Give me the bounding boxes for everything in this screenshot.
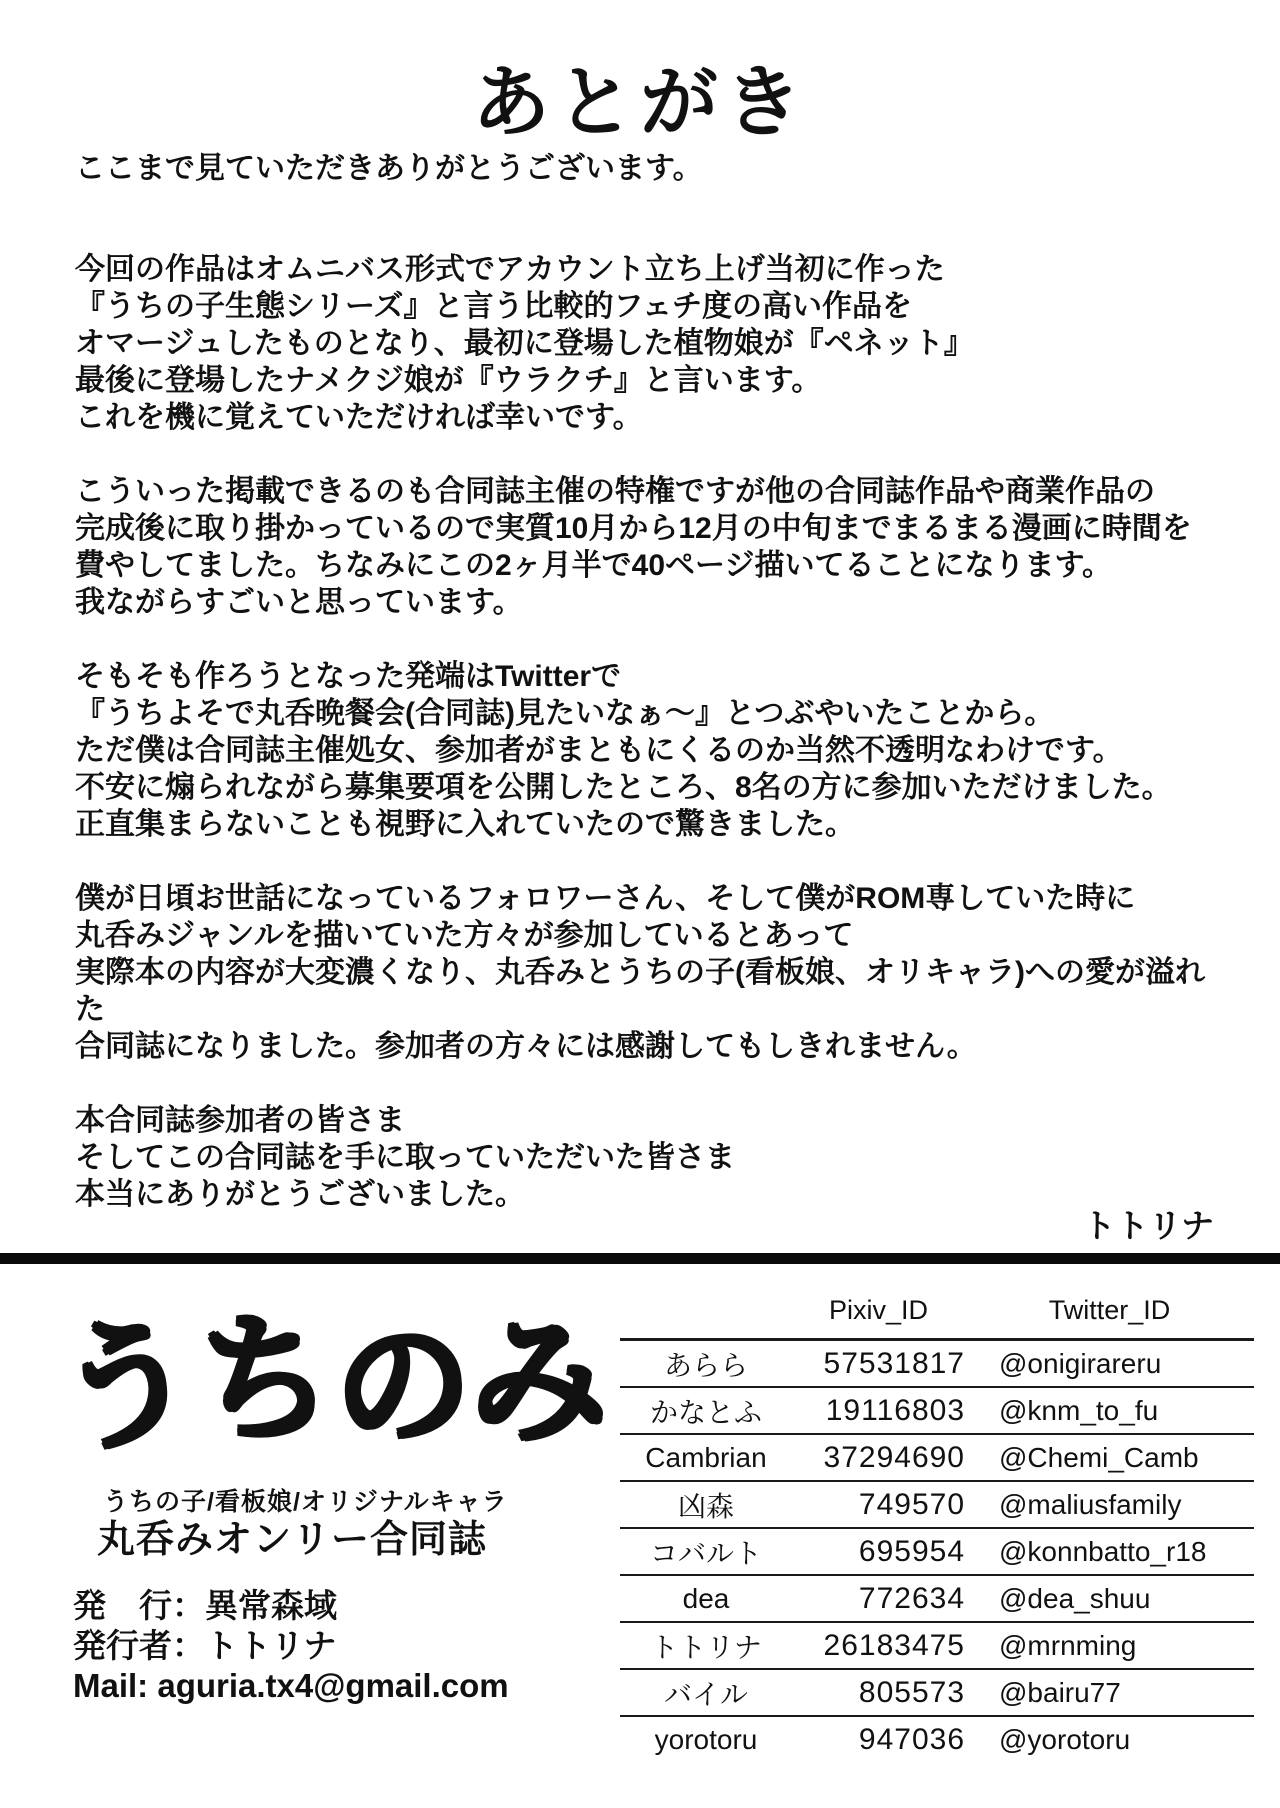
credit-twitter: @maliusfamily <box>999 1488 1182 1520</box>
paragraph-line: 完成後に取り掛かっているので実質10月から12月の中旬までまるまる漫画に時間を <box>75 512 1192 545</box>
logo-subtitle: 丸呑みオンリー合同誌 <box>97 1519 488 1561</box>
paragraph-line: 『うちよそで丸呑晩餐会(合同誌)見たいなぁ～』とつぶやいたことから。 <box>75 697 1055 730</box>
credit-row <box>620 1388 1254 1435</box>
credit-name: トトリナ <box>650 1631 762 1663</box>
credit-row <box>620 1670 1254 1717</box>
credit-row <box>620 1435 1254 1482</box>
credit-pixiv: 37294690 <box>823 1440 965 1474</box>
credit-pixiv: 947036 <box>858 1722 965 1756</box>
paragraph-line: 『うちの子生態シリーズ』と言う比較的フェチ度の高い作品を <box>75 290 912 323</box>
page-title: あとがき <box>471 57 808 148</box>
paragraph-6 <box>75 1102 1215 1213</box>
credit-twitter: @onigirareru <box>999 1347 1162 1379</box>
paragraph-line: これを機に覚えていただければ幸いです。 <box>75 401 643 434</box>
paragraph-line: 実際本の内容が大変濃くなり、丸呑みとうちの子(看板娘、オリキャラ)への愛が溢れた <box>75 956 1205 1026</box>
publisher-person-line: 発行者：トトリナ <box>73 1627 337 1664</box>
credit-row <box>620 1623 1254 1670</box>
author-signature: トトリナ <box>1082 1207 1214 1244</box>
paragraph-line: 最後に登場したナメクジ娘が『ウラクチ』と言います。 <box>75 364 822 397</box>
paragraph-line: 本当にありがとうございました。 <box>75 1178 525 1211</box>
paragraph-line: 今回の作品はオムニバス形式でアカウント立ち上げ当初に作った <box>75 253 945 286</box>
credits-header-row <box>620 1282 1254 1341</box>
paragraph-2 <box>75 251 1215 436</box>
credits-header-pixiv: Pixiv_ID <box>828 1294 929 1325</box>
credit-pixiv: 695954 <box>858 1534 965 1568</box>
credit-row <box>620 1529 1254 1576</box>
publisher-block <box>73 1586 509 1706</box>
paragraph-1 <box>75 150 1215 187</box>
paragraph-line: 我ながらすごいと思っています。 <box>75 586 523 619</box>
paragraph-line: ただ僕は合同誌主催処女、参加者がまともにくるのか当然不透明なわけです。 <box>75 734 1123 767</box>
credit-pixiv: 57531817 <box>823 1346 965 1380</box>
publisher-line: 発 行：異常森域 <box>73 1587 337 1624</box>
credit-name: 凶森 <box>677 1490 734 1522</box>
credit-name: コバルト <box>649 1537 762 1569</box>
credit-name: あらら <box>663 1349 748 1381</box>
credit-pixiv: 805573 <box>858 1675 965 1709</box>
credit-twitter: @Chemi_Camb <box>999 1441 1199 1473</box>
paragraph-line: 本合同誌参加者の皆さま <box>75 1104 405 1137</box>
logo-char: み <box>464 1299 619 1467</box>
paragraph-line: こういった掲載できるのも合同誌主催の特権ですが他の合同誌作品や商業作品の <box>75 475 1155 508</box>
logo-char: の <box>328 1305 478 1469</box>
credit-name: かなとふ <box>649 1396 762 1428</box>
credit-pixiv: 26183475 <box>823 1628 965 1662</box>
logo-tagline: うちの子/看板娘/オリジナルキャラ <box>103 1488 508 1516</box>
credit-row <box>620 1717 1254 1762</box>
credit-pixiv: 772634 <box>858 1581 965 1615</box>
paragraph-line: 合同誌になりました。参加者の方々には感謝してもしきれません。 <box>75 1030 977 1063</box>
paragraph-line: 丸呑みジャンルを描いていた方々が参加しているとあって <box>75 919 854 952</box>
paragraph-3 <box>75 473 1215 621</box>
credit-name: Cambrian <box>645 1441 767 1473</box>
credit-twitter: @bairu77 <box>999 1676 1121 1708</box>
paragraph-line: 費やしてました。ちなみにこの2ヶ月半で40ページ描いてることになります。 <box>75 549 1113 582</box>
paragraph-line: そしてこの合同誌を手に取っていただいた皆さま <box>75 1141 735 1174</box>
credit-name: yorotoru <box>654 1723 758 1755</box>
paragraph-line: オマージュしたものとなり、最初に登場した植物娘が『ペネット』 <box>75 327 974 360</box>
logo-uchinomi <box>50 1299 619 1471</box>
section-divider-bar <box>0 1253 1280 1264</box>
credit-name: バイル <box>663 1678 748 1710</box>
credit-row <box>620 1341 1254 1388</box>
credits-header-twitter: Twitter_ID <box>1048 1294 1171 1325</box>
paragraph-4 <box>75 658 1215 843</box>
credit-twitter: @dea_shuu <box>999 1582 1151 1614</box>
credit-twitter: @mrnming <box>999 1629 1137 1661</box>
mail-line: Mail: aguria.tx4@gmail.com <box>73 1667 509 1704</box>
logo-char: う <box>50 1303 204 1471</box>
credit-pixiv: 19116803 <box>825 1393 965 1427</box>
credit-row <box>620 1482 1254 1529</box>
paragraph-line: 正直集まらないことも視野に入れていたので驚きました。 <box>75 808 855 841</box>
credits-table <box>620 1282 1254 1762</box>
credit-pixiv: 749570 <box>858 1487 965 1521</box>
credit-twitter: @yorotoru <box>999 1723 1131 1755</box>
paragraph-line: 僕が日頃お世話になっているフォロワーさん、そして僕がROM専していた時に <box>75 882 1136 915</box>
logo-char: ち <box>191 1299 340 1463</box>
paragraph-line: ここまで見ていただきありがとうございます。 <box>75 152 703 185</box>
credits-rows <box>620 1341 1254 1762</box>
paragraph-line: そもそも作ろうとなった発端はTwitterで <box>75 660 622 693</box>
afterword-paragraphs <box>75 150 1215 1250</box>
credit-twitter: @konnbatto_r18 <box>999 1535 1207 1567</box>
paragraph-5 <box>75 880 1215 1065</box>
credit-row <box>620 1576 1254 1623</box>
paragraph-line: 不安に煽られながら募集要項を公開したところ、8名の方に参加いただけました。 <box>75 771 1172 804</box>
credit-name: dea <box>682 1582 730 1614</box>
credit-twitter: @knm_to_fu <box>999 1394 1159 1426</box>
